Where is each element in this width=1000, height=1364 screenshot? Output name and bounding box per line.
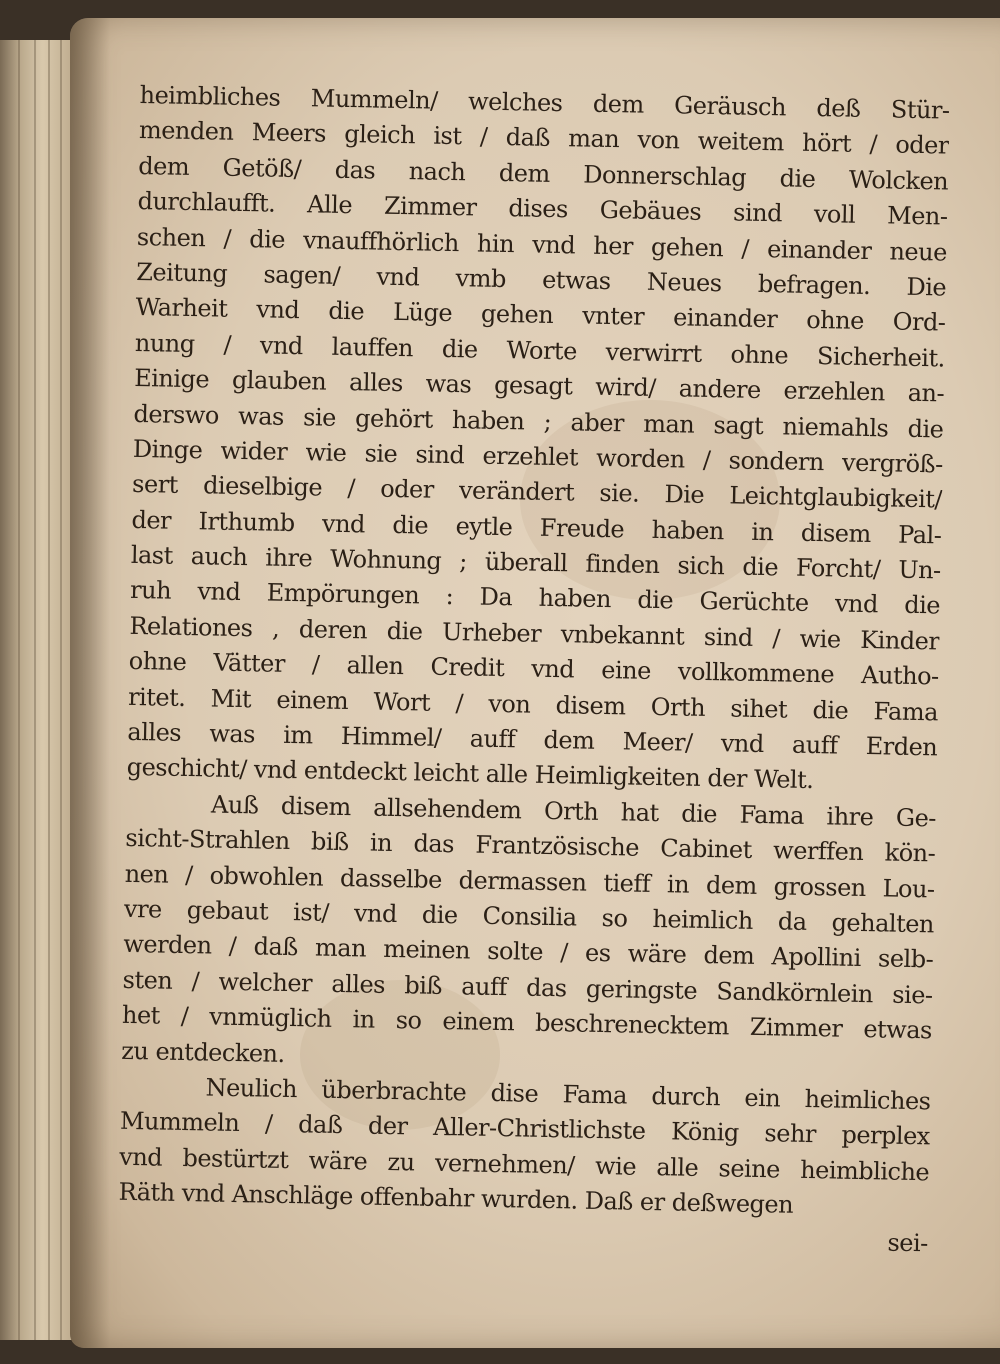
text-line: Mummeln / daß der Aller-Christlichste König sehr perplex	[119, 1107, 931, 1151]
text-line: Einige glauben alles was gesagt wird/ andere erzehlen an-	[133, 364, 945, 408]
text-line: Räth vnd Anschläge offenbahr wurden. Daß er deßwegen	[118, 1177, 794, 1219]
text-line: menden Meers gleich ist / daß man von weitem hört / oder	[138, 116, 950, 160]
page-text-block	[118, 78, 950, 1261]
text-line: alles was im Himmel/ auff dem Meer/ vnd auff Erden	[127, 717, 938, 762]
text-line: schen / die vnauffhörlich hin vnd her gehen / einander neue	[136, 222, 948, 267]
text-line: derswo was sie gehört haben ; aber man sagt niemahls die	[133, 399, 944, 444]
text-line: nen / obwohlen dasselbe dermassen tieff in dem grossen Lou-	[124, 859, 935, 903]
paragraph	[126, 78, 949, 801]
catchword: sei-	[887, 1228, 929, 1257]
paragraph	[118, 1069, 931, 1226]
text-line: zu entdecken.	[121, 1036, 285, 1068]
text-line: last auch ihre Wohnung ; überall finden sich die Forcht/ Un-	[130, 540, 941, 585]
text-line: Zeitung sagen/ vnd vmb etwas Neues befragen. Die	[136, 257, 947, 302]
text-line: heimbliches Mummeln/ welches dem Geräusch deß Stür-	[139, 80, 950, 125]
text-line: Warheit vnd die Lüge gehen vnter einander ohne Ord-	[135, 293, 946, 337]
text-line: dem Getöß/ das nach dem Donnerschlag die Wolcken	[138, 151, 949, 196]
text-line: werden / daß man meinen solte / es wäre dem Apollini selb-	[123, 930, 934, 974]
text-line: vre gebaut ist/ vnd die Consilia so heimlich da gehalten	[123, 894, 935, 939]
text-line: Relationes , deren die Urheber vnbekannt sind / wie Kinder	[129, 611, 940, 656]
text-line: sicht-Strahlen biß in das Frantzösische Cabinet werffen kön-	[125, 824, 936, 868]
text-line: het / vnmüglich in so einem beschrenecktem Zimmer etwas	[121, 1000, 933, 1045]
paragraph	[121, 786, 936, 1085]
text-line: ruh vnd Empörungen : Da haben die Gerüchte vnd die	[129, 576, 941, 620]
text-line: durchlaufft. Alle Zimmer dises Gebäues sind voll Men-	[137, 187, 948, 231]
text-line: ohne Vätter / allen Credit vnd eine vollkommene Autho-	[128, 647, 939, 691]
page-gutter-shadow	[70, 18, 110, 1348]
text-line: Dinge wider wie sie sind erzehlet worden / sondern vergröß-	[132, 434, 943, 479]
text-line: ritet. Mit einem Wort / von disem Orth sihet die Fama	[127, 682, 939, 727]
text-line: sert dieselbige / oder verändert sie. Die Leichtglaubigkeit/	[131, 470, 943, 514]
text-line: sten / welcher alles biß auff das geringste Sandkörnlein sie-	[122, 965, 933, 1010]
text-line: der Irthumb vnd die eytle Freude haben in disem Pal-	[131, 505, 942, 550]
text-line: nung / vnd lauffen die Worte verwirrt ohne Sicherheit.	[134, 328, 946, 373]
text-line: vnd bestürtzt wäre zu vernehmen/ wie alle seine heimbliche	[119, 1142, 930, 1187]
text-line: Neulich überbrachte dise Fama durch ein heimliches	[205, 1073, 931, 1116]
text-line: Auß disem allsehendem Orth hat die Fama ihre Ge-	[210, 790, 937, 833]
text-line: geschicht/ vnd entdeckt leicht alle Heimligkeiten der Welt.	[126, 753, 814, 795]
